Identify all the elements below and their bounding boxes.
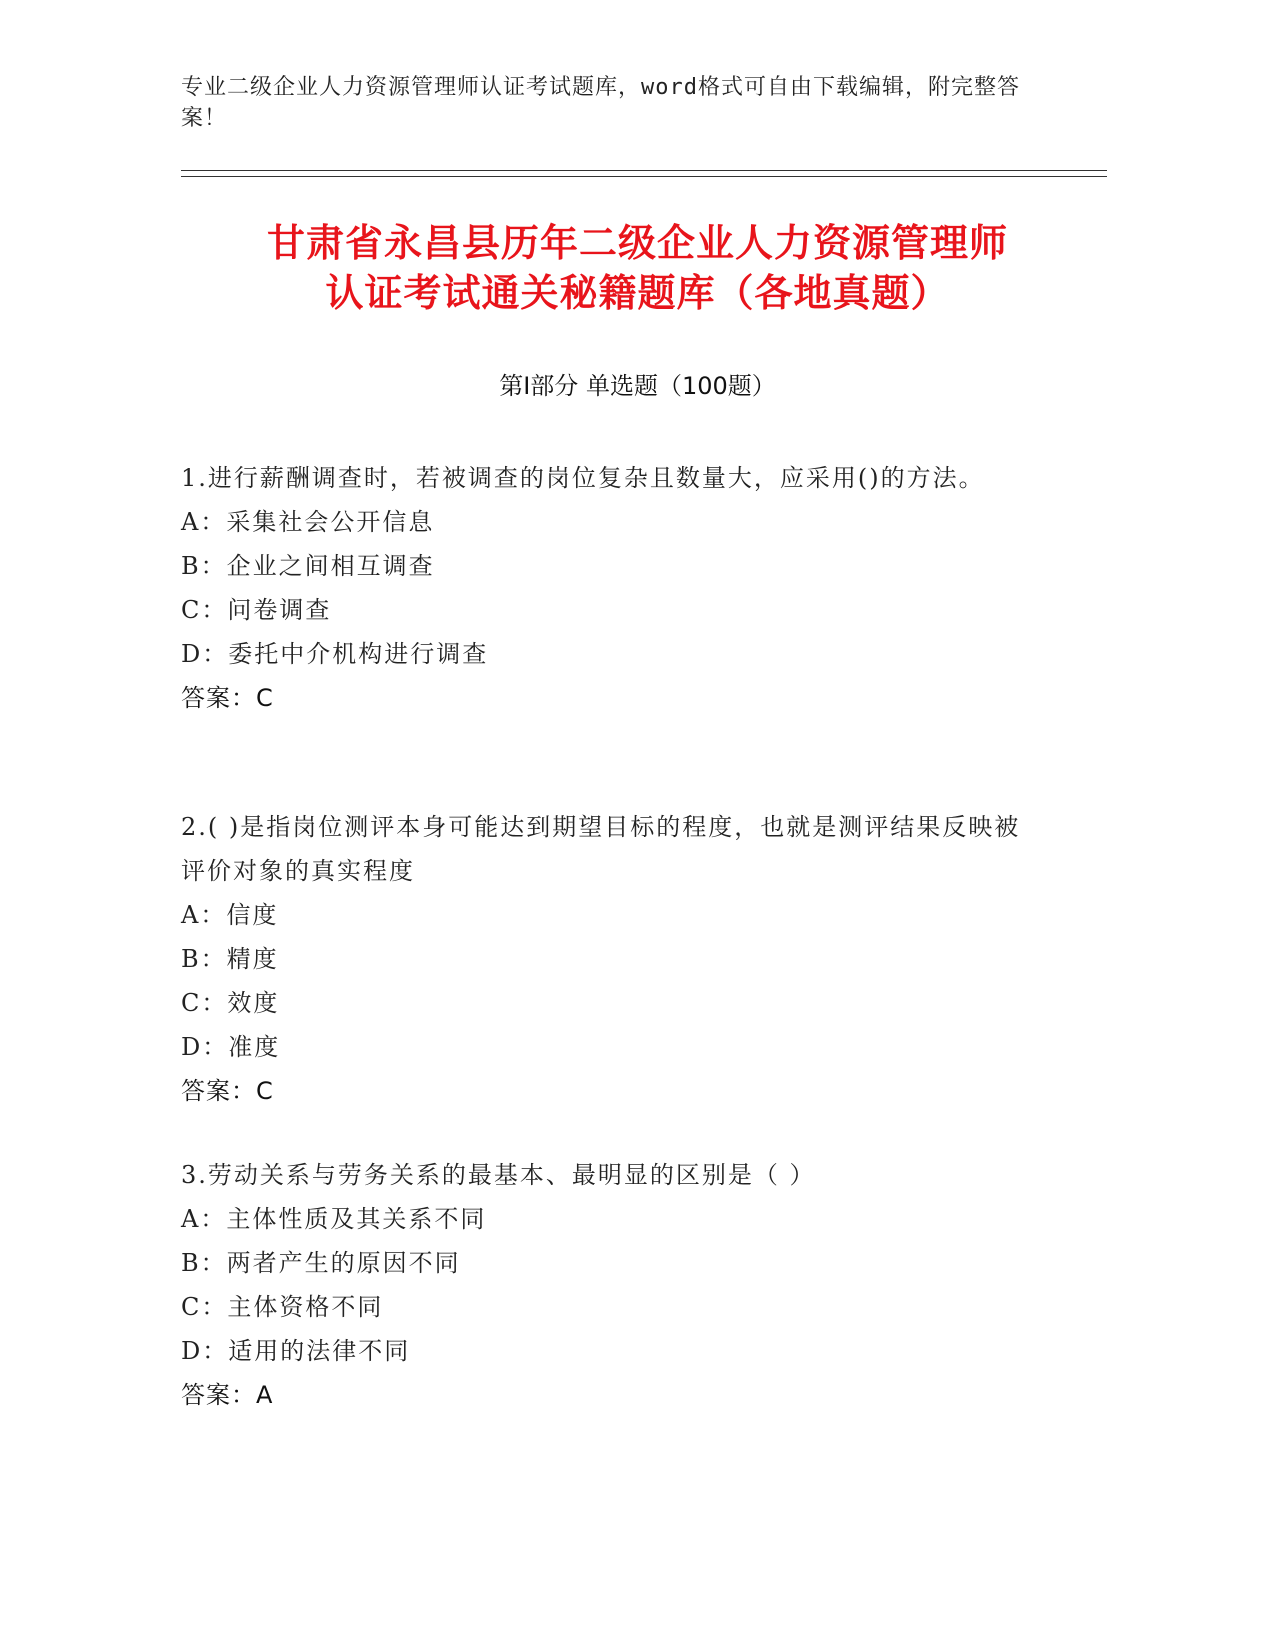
- title-line-2: 认证考试通关秘籍题库（各地真题）: [325, 271, 950, 315]
- option-c: C：主体资格不同: [181, 1293, 384, 1321]
- option-d: D：适用的法律不同: [181, 1337, 411, 1365]
- answer: 答案：C: [181, 1077, 274, 1105]
- answer: 答案：C: [181, 684, 274, 712]
- option-c: C：效度: [181, 989, 280, 1017]
- answer: 答案：A: [181, 1381, 274, 1409]
- option-a: A：采集社会公开信息: [181, 508, 435, 536]
- option-a: A：信度: [181, 901, 279, 929]
- question-3: [181, 1153, 1041, 1417]
- question-1: [181, 456, 1041, 720]
- option-a: A：主体性质及其关系不同: [181, 1205, 487, 1233]
- option-c: C：问卷调查: [181, 596, 332, 624]
- question-stem: 3.劳动关系与劳务关系的最基本、最明显的区别是（ ）: [181, 1161, 816, 1189]
- option-b: B：精度: [181, 945, 279, 973]
- question-stem: 1.进行薪酬调查时，若被调查的岗位复杂且数量大，应采用()的方法。: [181, 464, 985, 492]
- question-2: [181, 805, 1041, 1113]
- header-divider-bottom: [181, 176, 1107, 177]
- header-note: 专业二级企业人力资源管理师认证考试题库，word格式可自由下载编辑，附完整答案！: [181, 75, 1020, 131]
- question-stem: 2.( )是指岗位测评本身可能达到期望目标的程度，也就是测评结果反映被评价对象的真实程度: [181, 813, 1021, 885]
- option-b: B：企业之间相互调查: [181, 552, 435, 580]
- option-d: D：准度: [181, 1033, 281, 1061]
- section-title: 第Ⅰ部分 单选题（100题）: [499, 372, 776, 400]
- option-b: B：两者产生的原因不同: [181, 1249, 461, 1277]
- header-divider-top: [181, 170, 1107, 171]
- document-title: [120, 218, 1155, 318]
- title-line-1: 甘肃省永昌县历年二级企业人力资源管理师: [266, 221, 1008, 265]
- option-d: D：委托中介机构进行调查: [181, 640, 489, 668]
